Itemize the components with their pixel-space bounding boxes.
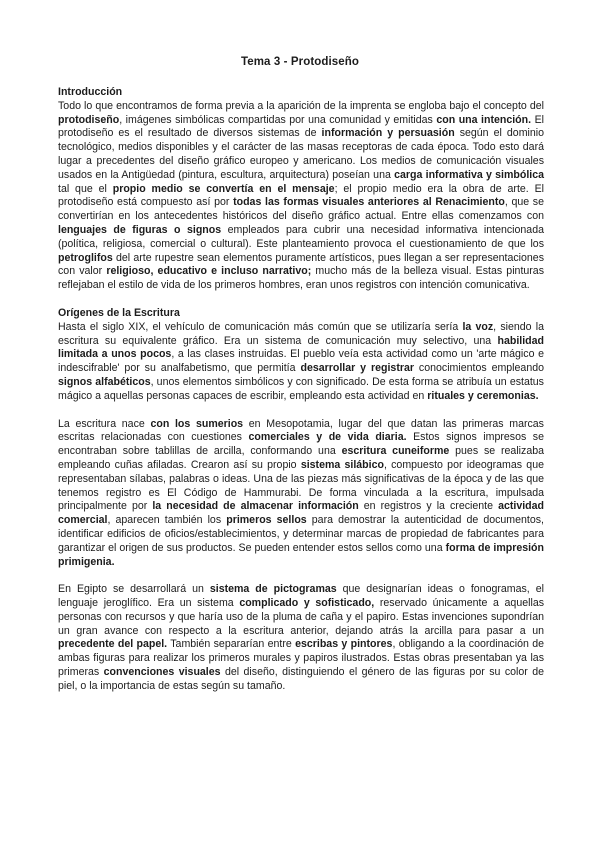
bold-phrase: escritura cuneiforme [341, 445, 450, 458]
bold-phrase: con una intención. [436, 113, 532, 126]
text-run: en registros y la creciente [358, 500, 499, 513]
text-run: Estos signos impresos se encontraban sobre tablillas de arcilla, conformando una [58, 431, 544, 458]
paragraph-introduccion [58, 100, 544, 293]
text-run: También separarían entre [167, 638, 296, 651]
bold-phrase: comerciales y de vida diaria. [248, 431, 407, 444]
text-run: , imágenes simbólicas compartidas por una comunidad y emitidas [119, 113, 437, 126]
section-heading-origenes: Orígenes de la Escritura [58, 306, 180, 319]
bold-phrase: forma de impresión primigenia. [58, 541, 545, 568]
paragraph-origenes-1 [58, 321, 544, 404]
bold-phrase: rituales y ceremonias. [427, 389, 539, 402]
paragraph-origenes-2 [58, 418, 544, 570]
bold-phrase: petroglifos [58, 251, 113, 264]
text-run: , compuesto por ideogramas que representaban sílabas, palabras o ideas. Una de las piezas más significativas de la época y de las que tenemos registro es El Código de Hammurabi. De forma vinculada a la escritura, impulsada principalmente por [58, 458, 544, 513]
bold-phrase: actividad comercial [58, 500, 545, 527]
bold-phrase: la voz [462, 320, 494, 333]
bold-phrase: precedente del papel. [58, 638, 168, 651]
text-run: para demostrar la autenticidad de documentos, identificar edificios de oficios/establecimientos, y determinar marcas de propiedad de fabricantes para garantizar el origen de sus productos. Se pueden entender estos sellos como una [58, 514, 544, 554]
bold-phrase: la necesidad de almacenar información [152, 500, 359, 513]
text-run: , aparecen también los [107, 514, 227, 527]
document-title: Tema 3 - Protodiseño [240, 56, 360, 68]
bold-phrase: con los sumerios [150, 417, 244, 430]
text-run: según el dominio tecnológico, medios disponibles y el carácter de las masas receptoras de cada época. Todo esto dará lugar a precedentes del diseño gráfico europeo y americano. Los medios de comunicación visuales usados en la Antigüedad (pintura, escultura, arquitectura) poseían una [58, 127, 545, 181]
bold-phrase: complicado y sofisticado, [239, 597, 375, 610]
text-run: del arte rupestre sean elementos puramente artísticos, pues llegan a ser representaciones con valor [58, 251, 544, 278]
bold-phrase: convenciones visuales [103, 666, 221, 679]
bold-phrase: protodiseño [58, 113, 120, 126]
bold-phrase: primeros sellos [226, 514, 307, 527]
bold-phrase: desarrollar y registrar [300, 362, 414, 375]
bold-phrase: religioso, educativo e incluso narrativo; [106, 265, 312, 278]
bold-phrase: información y persuasión [321, 127, 455, 140]
document-body [58, 86, 544, 694]
text-run: , siendo la escritura su equivalente gráfico. Era un sistema de comunicación muy selectivo, una [58, 320, 544, 347]
text-run: El protodiseño es el resultado de diversos sistemas de [58, 113, 544, 140]
text-run: , que se convertirían en los antecedentes históricos del diseño gráfico actual. Entre ellas comenzamos con [58, 196, 545, 223]
bold-phrase: habilidad limitada a unos pocos [58, 334, 544, 361]
text-run: que designarían ideas o fonogramas, el lenguaje jeroglífico. Era un sistema [58, 583, 544, 610]
text-run: , unos elementos simbólicos y con significado. De esta forma se atribuía un estatus mágico a aquellas personas capaces de escribir, empleando esta actividad en [58, 375, 544, 402]
bold-phrase: carga informativa y simbólica [394, 168, 544, 181]
text-run: en Mesopotamia, lugar del que datan las primeras marcas escritas relacionadas con cuestiones [58, 417, 544, 444]
text-run: reservado únicamente a aquellas personas con recursos y que haría uso de la pluma de caña y el papiro. Estas invenciones supondrían un gran avance con respecto a la escritura anterior, dejando atrás la arcilla para pasar a un [58, 597, 545, 637]
section-heading-introduccion: Introducción [58, 86, 123, 98]
bold-phrase: lenguajes de figuras o signos [58, 223, 222, 236]
text-run: ; el propio medio era la obra de arte. El protodiseño está compuesto así por [58, 182, 545, 209]
text-run: Hasta el siglo XIX, el vehículo de comunicación más común que se utilizaría sería [58, 320, 463, 333]
bold-phrase: todas las formas visuales anteriores al Renacimiento [233, 196, 505, 209]
text-run: Todo lo que encontramos de forma previa a la aparición de la imprenta se engloba bajo el concepto del [58, 99, 544, 112]
text-run: tal que el [58, 182, 113, 195]
bold-phrase: sistema de pictogramas [209, 583, 337, 596]
text-run: , obligando a la coordinación de ambas figuras para realizar los primeros murales y papiros ilustrados. Estas obras presentaban ya las primeras [58, 638, 544, 679]
text-run: mucho más de la belleza visual. Estas pinturas reflejaban el estilo de vida de los primeros hombres, eran unos registros con intención comunicativa. [58, 265, 544, 292]
text-run: En Egipto se desarrollará un [58, 583, 210, 596]
text-run: pues se realizaba empleando cuñas afiladas. Crearon así su propio [58, 445, 544, 471]
bold-phrase: sistema silábico [300, 458, 384, 471]
bold-phrase: signos alfabéticos [58, 375, 151, 388]
text-run: , a las clases instruidas. El pueblo veía esta actividad como un 'arte mágico e indescifrable' por su analfabetismo, que permitía [58, 348, 544, 375]
text-run: del diseño, distinguiendo el género de las figuras por su color de piel, o la importancia de estas según su tamaño. [58, 666, 544, 692]
text-run: La escritura nace [58, 417, 151, 430]
bold-phrase: propio medio se convertía en el mensaje [112, 182, 335, 195]
bold-phrase: escribas y pintores [295, 638, 393, 651]
paragraph-origenes-3 [58, 583, 544, 693]
text-run: empleados para cubrir una necesidad informativa intencionada (política, religiosa, comercial o cultural). Este planteamiento provoca el cuestionamiento de que los [58, 223, 544, 250]
text-run: conocimientos empleando [413, 362, 544, 375]
